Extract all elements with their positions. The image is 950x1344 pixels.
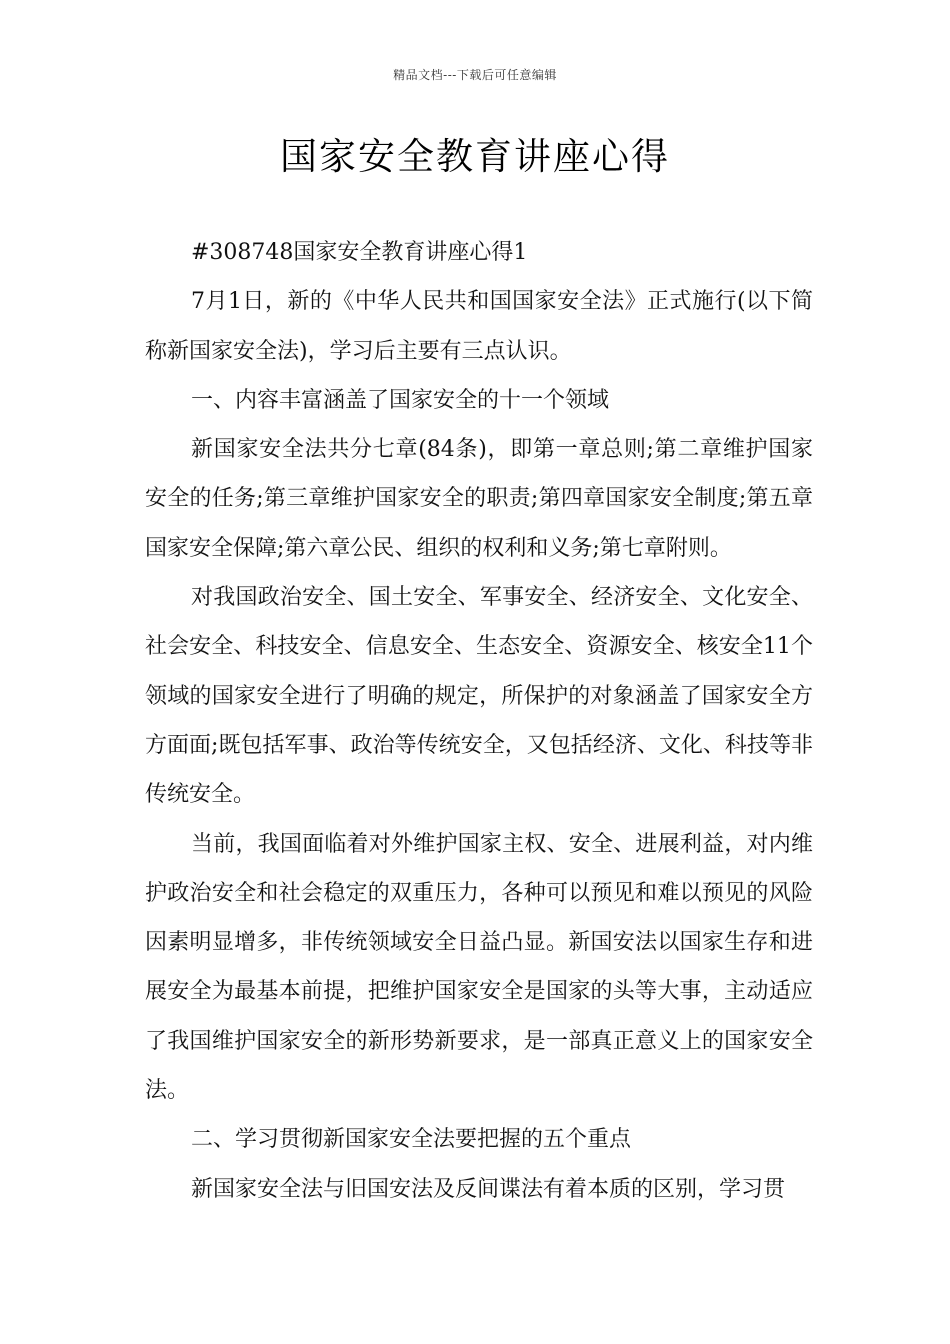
paragraph-comparison: 新国家安全法与旧国安法及反间谍法有着本质的区别，学习贯: [191, 1176, 786, 1202]
document-body: [145, 228, 813, 1214]
paragraph-chapters: 新国家安全法共分七章(84条)，即第一章总则;第二章维护国家安全的任务;第三章维护国家安全的职责;第四章国家安全制度;第五章国家安全保障;第六章公民、组织的权利和义务;第七章附则。: [145, 437, 813, 561]
paragraph-intro: 7月1日，新的《中华人民共和国国家安全法》正式施行(以下简称新国家安全法)，学习后主要有三点认识。: [145, 289, 813, 364]
header-note: 精品文档---下载后可任意编辑: [393, 68, 557, 82]
paragraph-current-situation: 当前，我国面临着对外维护国家主权、安全、进展利益，对内维护政治安全和社会稳定的双重压力，各种可以预见和难以预见的风险因素明显增多，非传统领域安全日益凸显。新国安法以国家生存和进展安全为最基本前提，把维护国家安全是国家的头等大事，主动适应了我国维护国家安全的新形势新要求，是一部真正意义上的国家安全法。: [145, 831, 813, 1104]
paragraph-domains: 对我国政治安全、国土安全、军事安全、经济安全、文化安全、社会安全、科技安全、信息安全、生态安全、资源安全、核安全11个领域的国家安全进行了明确的规定，所保护的对象涵盖了国家安全方方面面;既包括军事、政治等传统安全，又包括经济、文化、科技等非传统安全。: [145, 585, 813, 808]
document-title: 国家安全教育讲座心得: [280, 135, 670, 178]
paragraph-heading-1: #308748国家安全教育讲座心得1: [191, 240, 528, 265]
section-heading-2: 二、学习贯彻新国家安全法要把握的五个重点: [191, 1127, 632, 1153]
section-heading-1: 一、内容丰富涵盖了国家安全的十一个领域: [191, 387, 610, 413]
